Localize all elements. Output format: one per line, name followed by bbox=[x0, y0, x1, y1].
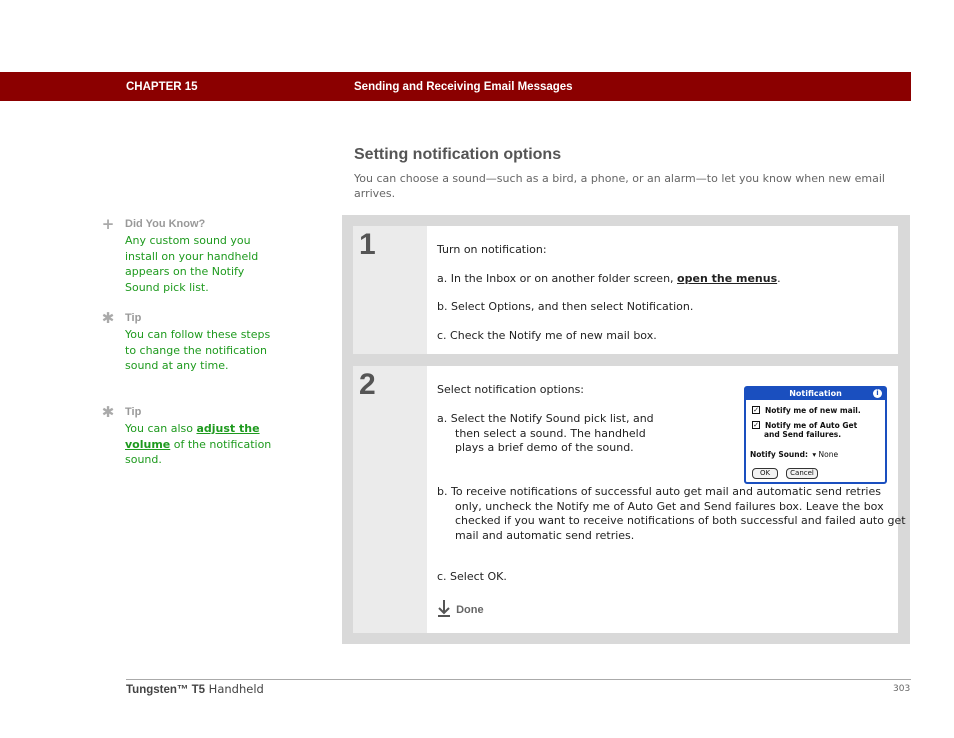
note-heading: Did You Know? bbox=[125, 218, 206, 230]
step-substep-b: b. Select Options, and then select Notification. bbox=[437, 300, 694, 313]
step-1 bbox=[353, 226, 898, 354]
adjust-volume-link[interactable]: adjust the volume bbox=[125, 422, 260, 451]
tip-heading: Tip bbox=[125, 312, 142, 324]
step-number-column bbox=[353, 366, 427, 633]
tip-text: You can also bbox=[125, 422, 197, 435]
product-name: Tungsten™ T5 bbox=[126, 684, 206, 696]
footer-divider bbox=[126, 679, 911, 680]
cancel-button: Cancel bbox=[786, 468, 818, 479]
step-lead: Select notification options: bbox=[437, 383, 585, 396]
notify-failures-checkbox bbox=[752, 421, 857, 439]
info-icon: i bbox=[873, 389, 882, 398]
step-substep-c: c. Select OK. bbox=[437, 570, 507, 583]
substep-text: . bbox=[777, 272, 781, 285]
step-number: 1 bbox=[359, 228, 376, 261]
ok-button: OK bbox=[752, 468, 778, 479]
dialog-title bbox=[746, 388, 885, 400]
asterisk-icon: ✱ bbox=[101, 403, 115, 421]
checkbox-label: Notify me of Auto Get bbox=[765, 421, 858, 430]
step-number-column bbox=[353, 226, 427, 354]
tip-text: of the notification sound. bbox=[125, 437, 272, 466]
sound-value: None bbox=[818, 450, 839, 459]
done-label: Done bbox=[456, 604, 484, 617]
done-marker bbox=[437, 599, 484, 622]
notification-dialog-screenshot bbox=[744, 386, 887, 484]
note-body: Any custom sound you install on your handheld appears on the Notify Sound pick list. bbox=[125, 234, 259, 294]
asterisk-icon: ✱ bbox=[101, 309, 115, 327]
checkmark-icon: ✓ bbox=[753, 421, 759, 429]
step-lead: Turn on notification: bbox=[437, 243, 547, 256]
step-substep-b: b. To receive notifications of successful auto get mail and automatic send retries only, uncheck the Notify me of Auto Get and Send failures box. Leave the box checked if you want to receive notifications of both successful and failed auto get mail and automatic send retries. bbox=[437, 485, 906, 542]
notify-sound-picker bbox=[750, 448, 838, 463]
dropdown-arrow-icon: ▾ bbox=[812, 450, 817, 459]
section-intro: You can choose a sound—such as a bird, a phone, or an alarm—to let you know when new email arrives. bbox=[354, 172, 885, 200]
step-substep-a: a. Select the Notify Sound pick list, and then select a sound. The handheld plays a brief demo of the sound. bbox=[437, 412, 654, 454]
chapter-header-bar bbox=[0, 72, 911, 101]
section-title: Setting notification options bbox=[354, 146, 562, 163]
tip-body bbox=[125, 421, 275, 468]
substep-text: a. In the Inbox or on another folder screen, bbox=[437, 272, 678, 285]
plus-icon: + bbox=[101, 215, 115, 233]
footer-product bbox=[126, 682, 264, 696]
tip-heading: Tip bbox=[125, 406, 142, 418]
sound-label: Notify Sound: bbox=[750, 450, 808, 459]
chapter-number: CHAPTER 15 bbox=[126, 81, 198, 93]
step-2 bbox=[353, 366, 906, 633]
open-the-menus-link[interactable]: open the menus bbox=[677, 272, 778, 285]
product-suffix: Handheld bbox=[205, 682, 264, 696]
page-number: 303 bbox=[893, 684, 911, 694]
step-substep-a bbox=[437, 272, 781, 287]
notify-new-mail-checkbox bbox=[752, 406, 861, 415]
checkmark-icon: ✓ bbox=[753, 406, 759, 414]
steps-panel bbox=[342, 215, 910, 644]
checkbox-label: and Send failures. bbox=[764, 430, 842, 439]
checkbox-label: Notify me of new mail. bbox=[765, 406, 861, 415]
step-substep-c: c. Check the Notify me of new mail box. bbox=[437, 329, 657, 342]
tip-body: You can follow these steps to change the notification sound at any time. bbox=[125, 328, 271, 372]
dialog-title-text: Notification bbox=[789, 389, 842, 398]
chapter-title: Sending and Receiving Email Messages bbox=[354, 81, 573, 93]
step-number: 2 bbox=[359, 368, 376, 401]
down-arrow-icon bbox=[437, 599, 453, 622]
